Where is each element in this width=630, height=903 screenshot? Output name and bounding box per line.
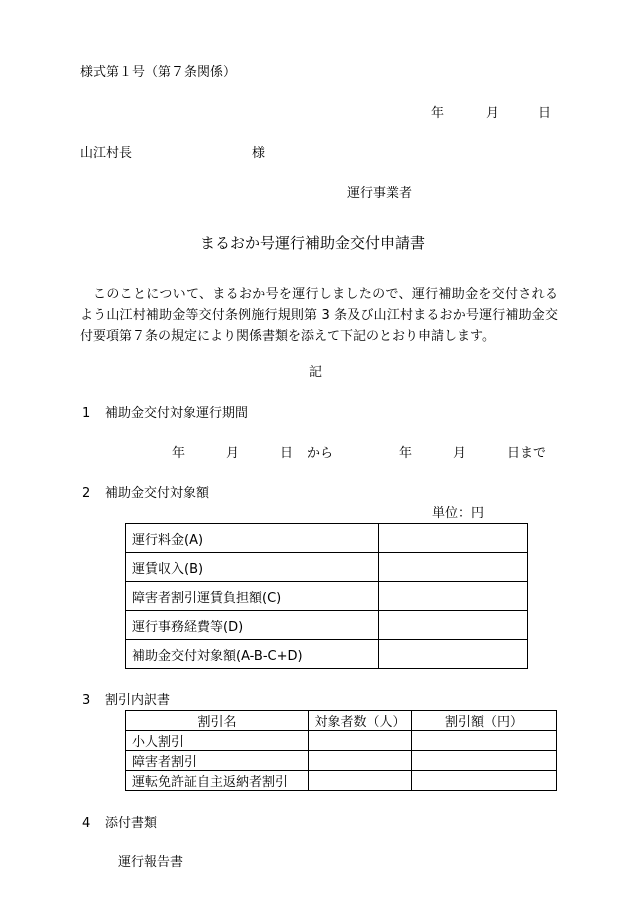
period-day-2: 日まで <box>507 446 547 461</box>
addressee-name: 山江村長 <box>80 146 133 161</box>
table-row <box>126 731 557 751</box>
row-value[interactable] <box>379 640 528 669</box>
table-row <box>126 751 557 771</box>
section-1-number: 1 <box>82 406 91 421</box>
discount-amount[interactable] <box>412 751 557 771</box>
discount-count[interactable] <box>309 771 412 791</box>
table-row <box>126 582 528 611</box>
row-label: 運賃収入(B) <box>126 553 379 582</box>
header-discount-name: 割引名 <box>126 711 309 731</box>
table-row <box>126 553 528 582</box>
row-label: 運行事務経費等(D) <box>126 611 379 640</box>
unit-label: 単位：円 <box>432 506 485 521</box>
row-label: 補助金交付対象額(A-B-C+D) <box>126 640 379 669</box>
section-1-heading: 補助金交付対象運行期間 <box>105 406 249 421</box>
applicant-label: 運行事業者 <box>347 186 413 201</box>
section-4-number: 4 <box>82 816 91 831</box>
row-value[interactable] <box>379 524 528 553</box>
date-month: 月 <box>486 106 500 121</box>
row-label: 運行料金(A) <box>126 524 379 553</box>
section-3-number: 3 <box>82 693 91 708</box>
ki-label: 記 <box>309 365 323 380</box>
discount-name: 運転免許証自主返納者割引 <box>126 771 309 791</box>
discount-count[interactable] <box>309 731 412 751</box>
period-year-2: 年 <box>399 446 413 461</box>
body-paragraph: このことについて、まるおか号を運行しましたので、運行補助金を交付されるよう山江村補助金等交付条例施行規則第 3 条及び山江村まるおか号運行補助金交付要項第７条の規定により関係書類を添えて下記のとおり申請します。 <box>80 287 558 344</box>
period-kara: から <box>307 446 334 461</box>
row-value[interactable] <box>379 611 528 640</box>
discount-amount[interactable] <box>412 731 557 751</box>
table-row <box>126 611 528 640</box>
discount-name: 障害者割引 <box>126 751 309 771</box>
addressee-honorific: 様 <box>252 146 266 161</box>
table-row <box>126 524 528 553</box>
table-header-row <box>126 711 557 731</box>
row-value[interactable] <box>379 582 528 611</box>
discount-amount[interactable] <box>412 771 557 791</box>
header-amount: 割引額（円） <box>412 711 557 731</box>
period-month-2: 月 <box>453 446 467 461</box>
row-value[interactable] <box>379 553 528 582</box>
section-2-heading: 補助金交付対象額 <box>105 486 210 501</box>
section-2-number: 2 <box>82 486 91 501</box>
attachment-item: 運行報告書 <box>118 855 184 870</box>
table-row <box>126 640 528 669</box>
period-month-1: 月 <box>226 446 240 461</box>
row-label: 障害者割引運賃負担額(C) <box>126 582 379 611</box>
section-3-heading: 割引内訳書 <box>105 693 171 708</box>
form-number: 様式第１号（第７条関係） <box>80 65 237 80</box>
date-day: 日 <box>538 106 552 121</box>
section-4-heading: 添付書類 <box>105 816 158 831</box>
discount-name: 小人割引 <box>126 731 309 751</box>
table-row <box>126 771 557 791</box>
header-count: 対象者数（人） <box>309 711 412 731</box>
discount-table <box>125 710 557 791</box>
amount-table <box>125 523 528 669</box>
period-year-1: 年 <box>172 446 186 461</box>
document-title: まるおか号運行補助金交付申請書 <box>200 234 426 252</box>
discount-count[interactable] <box>309 751 412 771</box>
date-year: 年 <box>431 106 445 121</box>
period-day-1: 日 <box>280 446 294 461</box>
